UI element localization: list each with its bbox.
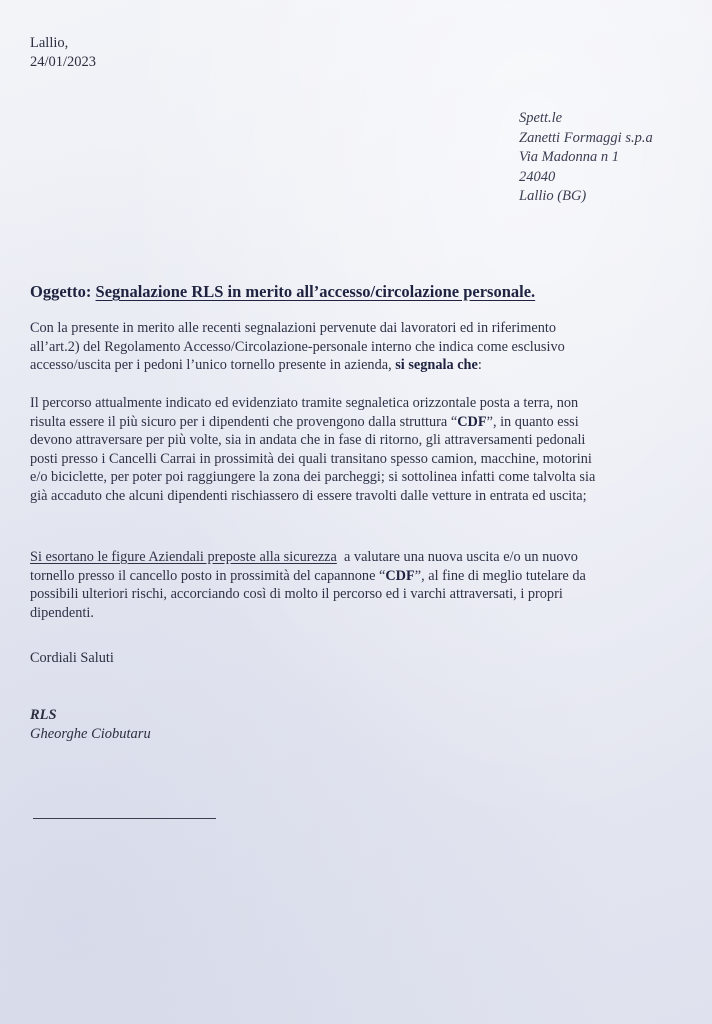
text-run: risulta essere il più sicuro per i dipendenti che provengono dalla struttura “ — [30, 413, 458, 430]
paragraph-intro — [30, 319, 690, 375]
recipient-street: Via Madonna n 1 — [519, 149, 620, 165]
subject-line — [30, 282, 535, 302]
paragraph-line: posti presso i Cancelli Carrai in prossimità dei quali transitano spesso camion, macchine, motorini — [30, 450, 592, 467]
recipient-address — [519, 109, 653, 207]
paragraph-line: già accaduto che alcuni dipendenti rischiassero di essere travolti dalle vetture in entrata ed uscita; — [30, 487, 587, 504]
paragraph-line: Il percorso attualmente indicato ed evidenziato tramite segnaletica orizzontale posta a terra, non — [30, 395, 579, 411]
underlined-text: Si esortano le figure Aziendali preposte alla sicurezza — [30, 549, 337, 565]
bold-text: CDF — [457, 413, 487, 430]
paragraph-line: possibili ulteriori rischi, accorciando così di molto il percorso ed i varchi attraversati, i propri — [30, 586, 563, 603]
text-run: : — [477, 357, 482, 374]
text-run: ”, in quanto essi — [486, 413, 579, 430]
paragraph-line — [30, 356, 690, 375]
subject-label: Oggetto: — [30, 282, 92, 301]
signature-line — [33, 818, 216, 819]
paragraph-issue — [30, 394, 690, 506]
recipient-city: Lallio (BG) — [519, 188, 587, 204]
signature-name: Gheorghe Ciobutaru — [30, 726, 151, 742]
date-block — [30, 34, 96, 72]
paragraph-line — [30, 567, 690, 586]
text-run: tornello presso il cancello posto in prossimità del capannone “ — [30, 567, 386, 584]
recipient-company: Zanetti Formaggi s.p.a — [519, 129, 653, 146]
subject-text: Segnalazione RLS in merito all’accesso/circolazione personale. — [95, 282, 536, 301]
recipient-postcode: 24040 — [519, 168, 556, 185]
recipient-salutation: Spett.le — [519, 110, 563, 126]
signature-role: RLS — [30, 707, 57, 723]
date-text: 24/01/2023 — [30, 54, 97, 70]
paragraph-line — [30, 548, 690, 567]
closing-text: Cordiali Saluti — [30, 650, 114, 666]
paragraph-request — [30, 548, 690, 622]
paragraph-line: devono attraversare per più volte, sia in andata che in fase di ritorno, gli attraversamenti pedonali — [30, 432, 586, 449]
bold-text: CDF — [385, 567, 415, 584]
paragraph-line — [30, 413, 690, 432]
paragraph-line: e/o biciclette, per poter poi raggiungere la zona dei parcheggi; si sottolinea infatti come talvolta sia — [30, 469, 596, 486]
paragraph-line: dipendenti. — [30, 604, 94, 621]
text-run: accesso/uscita per i pedoni l’unico tornello presente in azienda, — [30, 357, 396, 374]
text-run: ”, al fine di meglio tutelare da — [414, 567, 586, 584]
bold-text: si segnala che — [395, 357, 478, 374]
paragraph-line: Con la presente in merito alle recenti segnalazioni pervenute dai lavoratori ed in riferimento — [30, 320, 556, 336]
text-run: a valutare una nuova uscita e/o un nuovo — [336, 549, 578, 565]
place-text: Lallio, — [30, 35, 69, 51]
paragraph-line: all’art.2) del Regolamento Accesso/Circolazione-personale interno che indica come esclusivo — [30, 338, 565, 355]
